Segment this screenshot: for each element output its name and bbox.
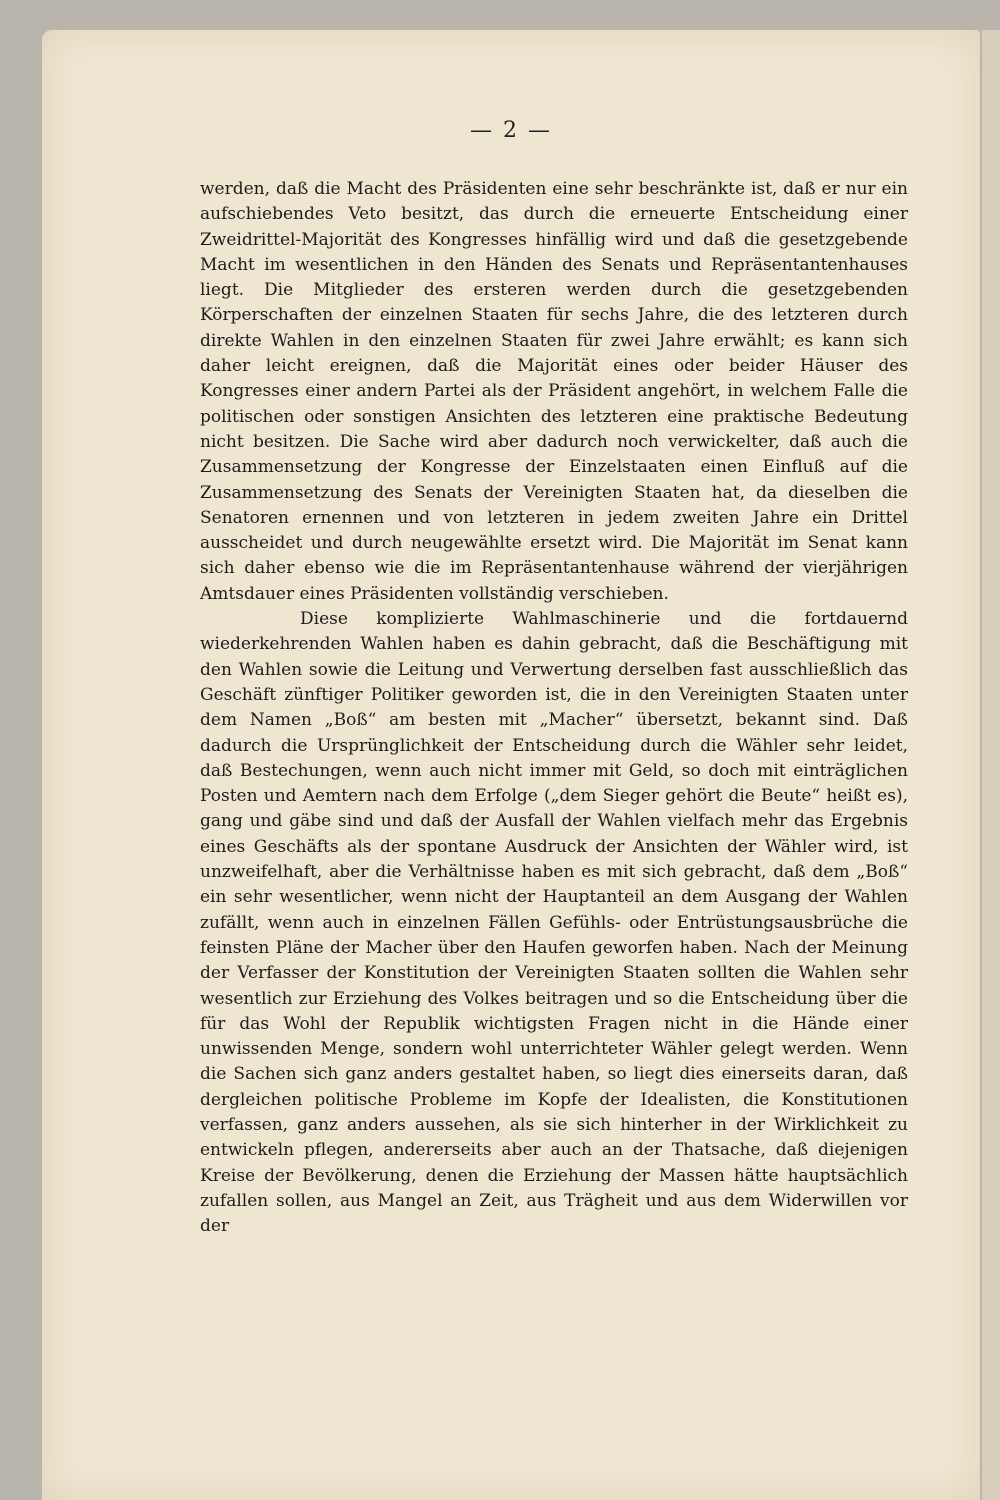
- book-page: [42, 30, 980, 1500]
- page-number: — 2 —: [470, 118, 552, 143]
- paragraph-2: Diese komplizierte Wahlmaschinerie und die fortdauernd wiederkehrenden Wahlen haben es dahin gebracht, daß die Beschäftigung mit den Wahlen sowie die Leitung und Verwertung derselben fast ausschließlich das Geschäft zünftiger Politiker geworden ist, die in den Vereinigten Staaten unter dem Namen „Boß“ am besten mit „Macher“ übersetzt, bekannt sind. Daß dadurch die Ursprünglichkeit der Entscheidung durch die Wähler sehr leidet, daß Bestechungen, wenn auch nicht immer mit Geld, so doch mit einträglichen Posten und Aemtern nach dem Erfolge („dem Sieger gehört die Beute“ heißt es), gang und gäbe sind und daß der Ausfall der Wahlen vielfach mehr das Ergebnis eines Geschäfts als der spontane Ausdruck der Ansichten der Wähler wird, ist unzweifelhaft, aber die Verhältnisse haben es mit sich gebracht, daß dem „Boß“ ein sehr wesentlicher, wenn nicht der Hauptanteil an dem Ausgang der Wahlen zufällt, wenn auch in einzelnen Fällen Gefühls- oder Entrüstungsausbrüche die feinsten Pläne der Macher über den Haufen geworfen haben. Nach der Meinung der Verfasser der Konstitution der Vereinigten Staaten sollten die Wahlen sehr wesentlich zur Erziehung des Volkes beitragen und so die Entscheidung über die für das Wohl der Republik wichtigsten Fragen nicht in die Hände einer unwissenden Menge, sondern wohl unterrichteter Wähler gelegt werden. Wenn die Sachen sich ganz anders gestaltet haben, so liegt dies einerseits daran, daß dergleichen politische Probleme im Kopfe der Idealisten, die Konstitutionen verfassen, ganz anders aussehen, als sie sich hinterher in der Wirklichkeit zu entwickeln pflegen, andererseits aber auch an der Thatsache, daß diejenigen Kreise der Bevölkerung, denen die Erziehung der Massen hätte hauptsächlich zufallen sollen, aus Mangel an Zeit, aus Trägheit und aus dem Widerwillen vor der: [200, 609, 908, 1237]
- body-text: [200, 177, 908, 1239]
- paragraph-1: werden, daß die Macht des Präsidenten eine sehr beschränkte ist, daß er nur ein aufschiebendes Veto besitzt, das durch die erneuerte Entscheidung einer Zweidrittel-Majorität des Kongresses hinfällig wird und daß die gesetzgebende Macht im wesentlichen in den Händen des Senats und Repräsentantenhauses liegt. Die Mitglieder des ersteren werden durch die gesetzgebenden Körperschaften der einzelnen Staaten für sechs Jahre, die des letzteren durch direkte Wahlen in den einzelnen Staaten für zwei Jahre erwählt; es kann sich daher leicht ereignen, daß die Majorität eines oder beider Häuser des Kongresses einer andern Partei als der Präsident angehört, in welchem Falle die politischen oder sonstigen Ansichten des letzteren eine praktische Bedeutung nicht besitzen. Die Sache wird aber dadurch noch verwickelter, daß auch die Zusammensetzung der Kongresse der Einzelstaaten einen Einfluß auf die Zusammensetzung des Senats der Vereinigten Staaten hat, da dieselben die Senatoren ernennen und von letzteren in jedem zweiten Jahre ein Drittel ausscheidet und durch neugewählte ersetzt wird. Die Majorität im Senat kann sich daher ebenso wie die im Repräsentantenhause während der vierjährigen Amtsdauer eines Präsidenten vollständig verschieben.: [200, 179, 908, 604]
- adjacent-page-edge: [982, 30, 1000, 1500]
